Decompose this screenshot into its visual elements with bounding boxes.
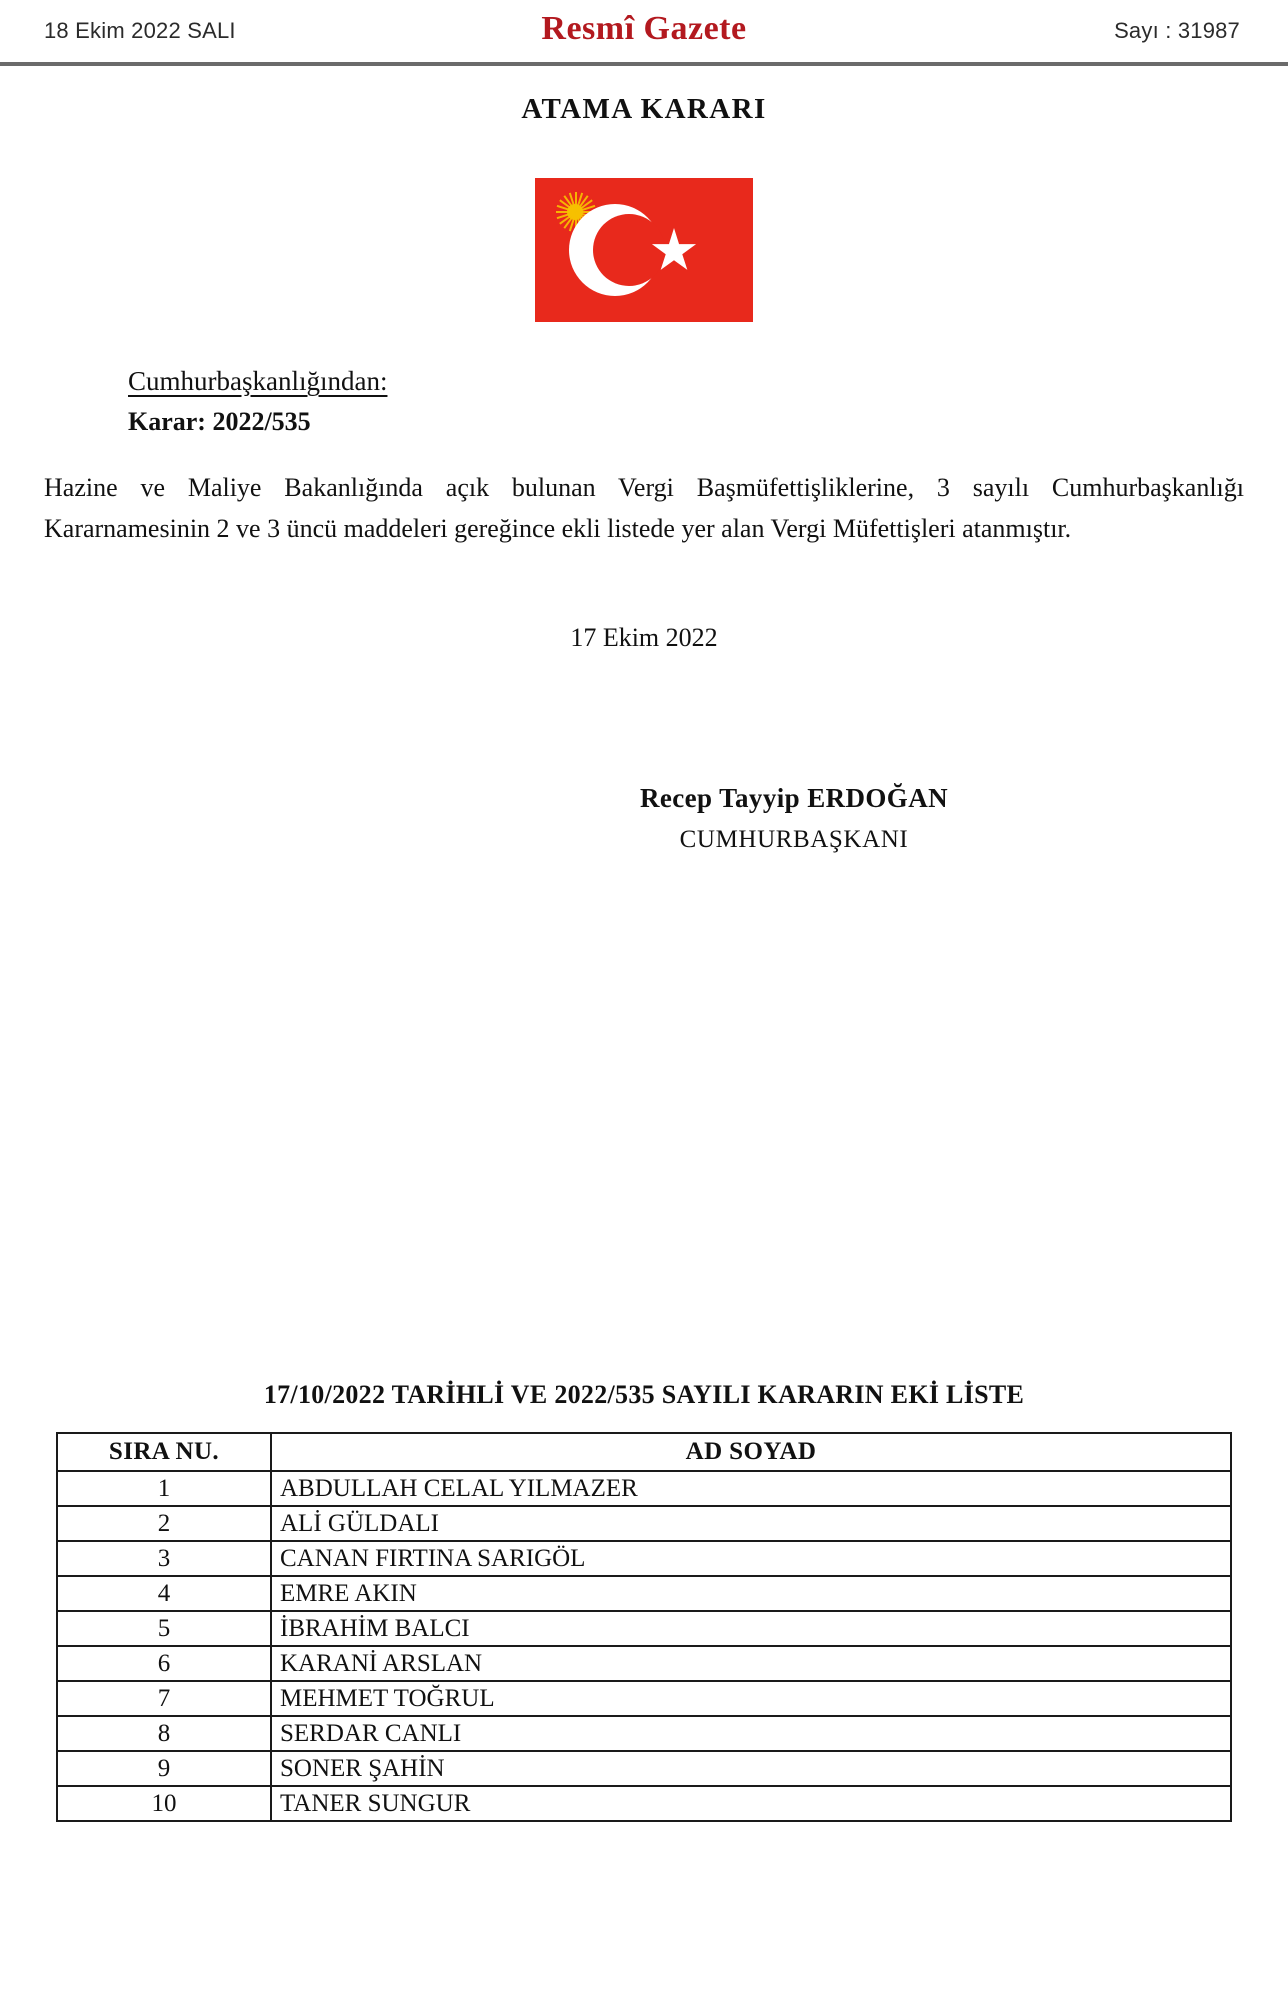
table-row [57,1646,1231,1681]
table-row [57,1576,1231,1611]
decision-date: 17 Ekim 2022 [570,623,718,653]
cell-sira-nu: 8 [57,1716,271,1751]
cell-sira-nu: 6 [57,1646,271,1681]
table-row [57,1506,1231,1541]
table-header-row [57,1433,1231,1471]
decision-number: Karar: 2022/535 [128,407,311,436]
masthead [0,0,1288,62]
column-header-sira-nu: SIRA NU. [57,1433,271,1471]
crescent-cutout [593,214,665,286]
cell-ad-soyad: EMRE AKIN [271,1576,1231,1611]
table-row [57,1786,1231,1821]
flag-container [0,178,1288,322]
cell-sira-nu: 1 [57,1471,271,1506]
column-header-ad-soyad: AD SOYAD [271,1433,1231,1471]
table-row [57,1681,1231,1716]
cell-sira-nu: 9 [57,1751,271,1786]
cell-ad-soyad: TANER SUNGUR [271,1786,1231,1821]
table-row [57,1611,1231,1646]
table-row [57,1716,1231,1751]
signatory-role: CUMHURBAŞKANI [679,826,909,854]
table-row [57,1541,1231,1576]
decision-body-text: Hazine ve Maliye Bakanlığında açık bulunan Vergi Başmüfettişliklerine, 3 sayılı Cumhurbaşkanlığı Kararnamesinin 2 ve 3 üncü maddeleri gereğince ekli listede yer alan Vergi Müfettişleri atanmıştır. [44,473,1244,544]
annex-section [0,1380,1288,1822]
cell-sira-nu: 10 [57,1786,271,1821]
signature-block [44,783,1244,854]
turkish-flag-icon [535,178,753,322]
cell-ad-soyad: MEHMET TOĞRUL [271,1681,1231,1716]
cell-sira-nu: 4 [57,1576,271,1611]
masthead-issue-number: Sayı : 31987 [1114,18,1240,43]
annex-table [56,1432,1232,1822]
table-row [57,1751,1231,1786]
annex-table-body [57,1471,1231,1821]
cell-sira-nu: 3 [57,1541,271,1576]
cell-ad-soyad: ALİ GÜLDALI [271,1506,1231,1541]
cell-sira-nu: 7 [57,1681,271,1716]
page-title: ATAMA KARARI [521,93,767,125]
cell-sira-nu: 2 [57,1506,271,1541]
annex-heading: 17/10/2022 TARİHLİ VE 2022/535 SAYILI KARARIN EKİ LİSTE [263,1380,1025,1409]
cell-ad-soyad: İBRAHİM BALCI [271,1611,1231,1646]
issuing-authority: Cumhurbaşkanlığından: [128,366,388,396]
decision-content [0,366,1288,854]
cell-sira-nu: 5 [57,1611,271,1646]
cell-ad-soyad: CANAN FIRTINA SARIGÖL [271,1541,1231,1576]
masthead-divider [0,62,1288,66]
table-row [57,1471,1231,1506]
masthead-date: 18 Ekim 2022 SALI [44,18,236,43]
cell-ad-soyad: ABDULLAH CELAL YILMAZER [271,1471,1231,1506]
cell-ad-soyad: SONER ŞAHİN [271,1751,1231,1786]
masthead-title: Resmî Gazete [541,10,747,47]
cell-ad-soyad: KARANİ ARSLAN [271,1646,1231,1681]
signatory-name: Recep Tayyip ERDOĞAN [639,783,949,814]
cell-ad-soyad: SERDAR CANLI [271,1716,1231,1751]
